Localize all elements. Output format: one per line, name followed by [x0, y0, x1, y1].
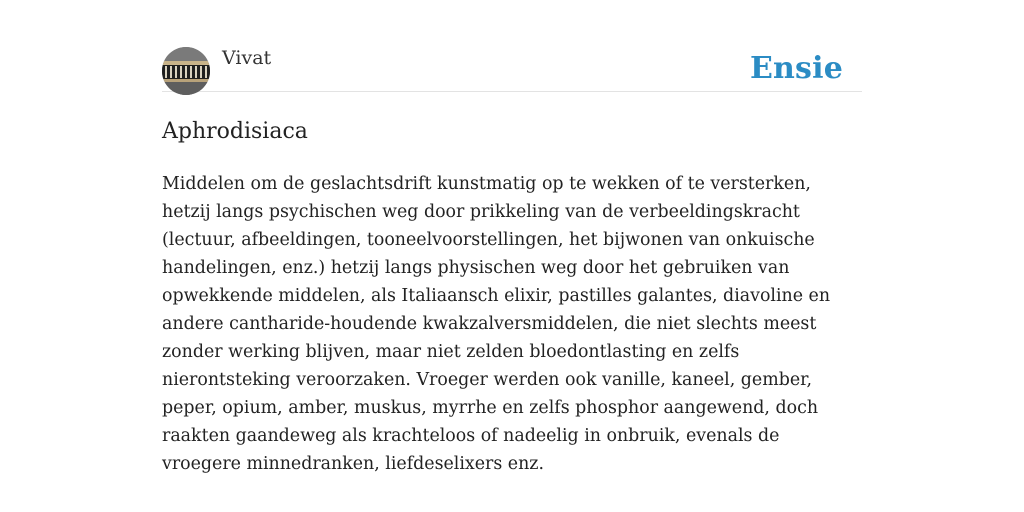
article-body: Middelen om de geslachtsdrift kunstmatig op te wekken of te versterken, hetzij langs psychischen weg door prikkeling van de verbeeldingskracht (lectuur, afbeeldingen, tooneelvoorstellingen, het bijwonen van onkuische handelingen, enz.) hetzij langs physischen weg door het gebruiken van opwekkende middelen, als Italiaansch elixir, pastilles galantes, diavoline en andere cantharide-houdende kwakzalversmiddelen, die niet slechts meest zonder werking blijven, maar niet zelden bloedontlasting en zelfs nierontsteking veroorzaken. Vroeger werden ook vanille, kaneel, gember, peper, opium, amber, muskus, myrrhe en zelfs phosphor aangewend, doch raakten gaandeweg als krachteloos of nadeelig in onbruik, evenals de vroegere minnedranken, liefdeselixers enz.: [162, 174, 831, 474]
article-title: Aphrodisiaca: [162, 119, 308, 144]
card-header: [162, 46, 862, 92]
definition-card: [162, 46, 862, 478]
author-name[interactable]: Vivat: [222, 47, 272, 69]
bookshelf-avatar-icon[interactable]: [162, 47, 210, 95]
brand-logo[interactable]: Ensie: [749, 51, 843, 86]
